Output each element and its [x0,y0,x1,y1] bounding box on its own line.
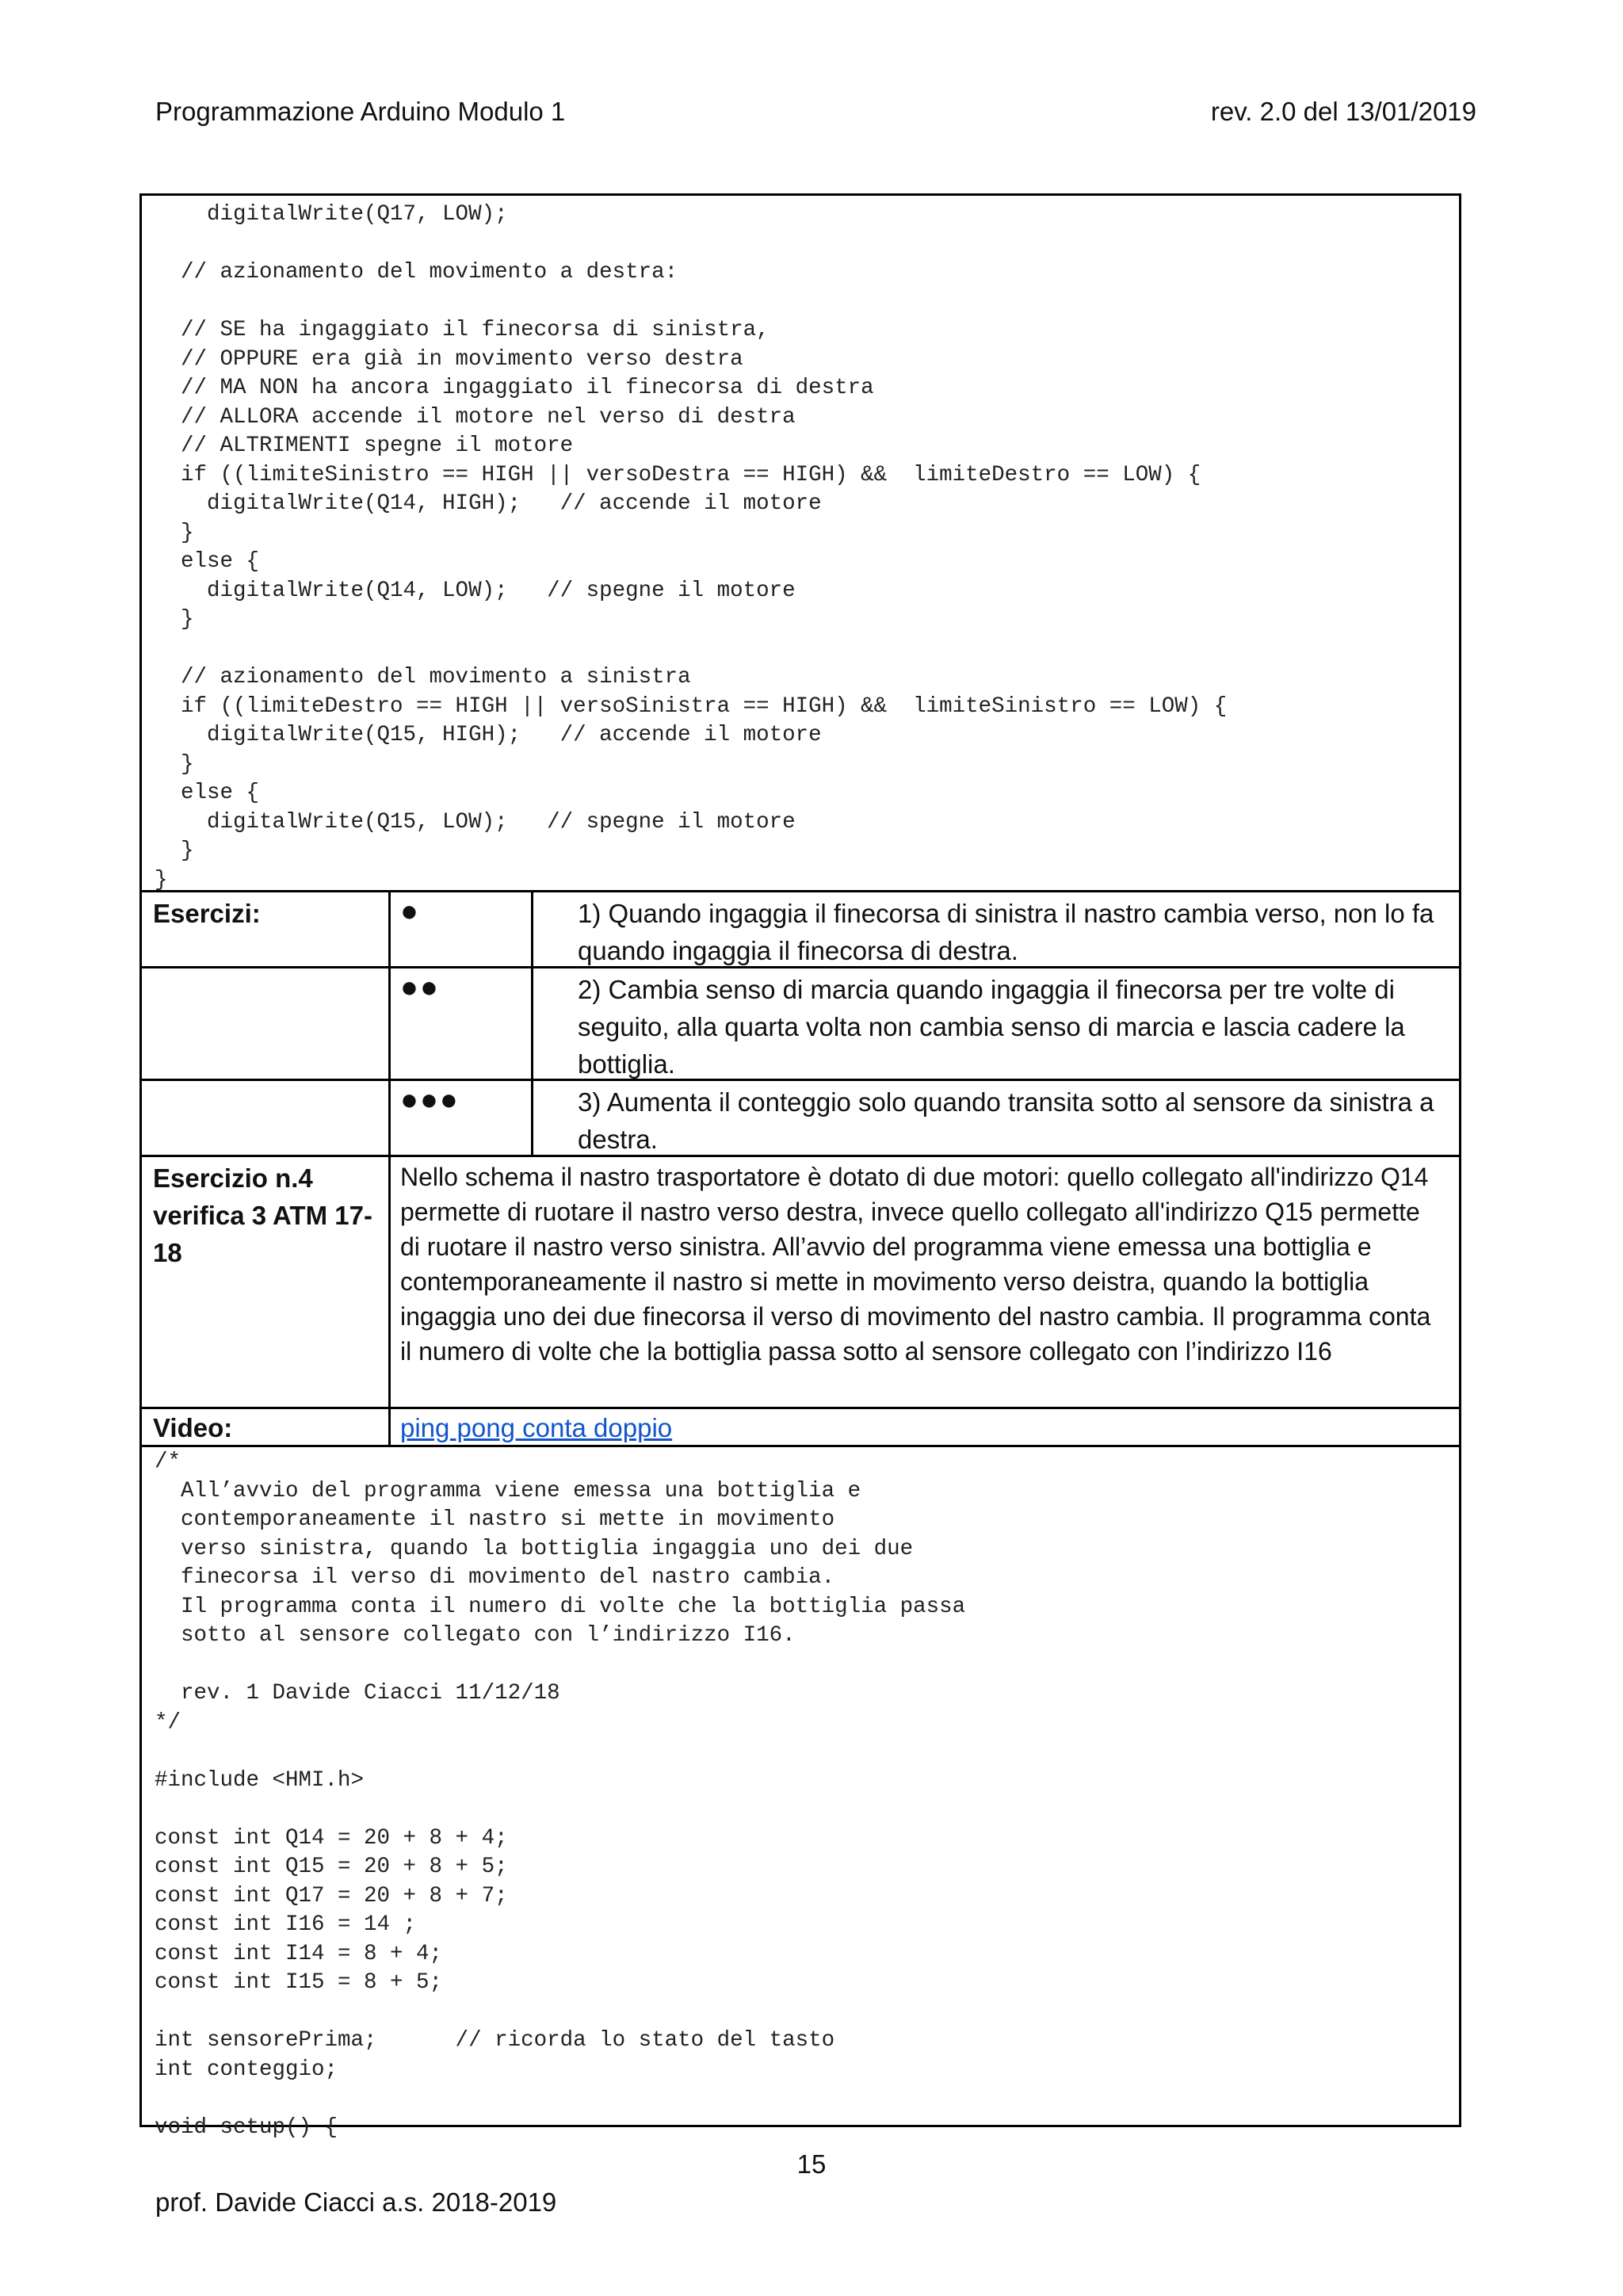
code-block-bottom: /* All’avvio del programma viene emessa una bottiglia e contemporaneamente il nastro si mette in movimento verso sinistra, quando la bottiglia ingaggia uno dei due finecorsa il verso di movimento del nastro cambia. Il programma conta il numero di volte che la bottiglia passa sotto al sensore collegato con l’indirizzo I16. rev. 1 Davide Ciacci 11/12/18 */ #include <HMI.h> const int Q14 = 20 + 8 + 4; const int Q15 = 20 + 8 + 5; const int Q17 = 20 + 8 + 7; const int I16 = 14 ; const int I14 = 8 + 4; const int I15 = 8 + 5; int sensorePrima; // ricorda lo stato del tasto int conteggio; void setup() { [155,1450,966,2140]
exercise-2-text: 2) Cambia senso di marcia quando ingaggia il finecorsa per tre volte di seguito, alla quarta volta non cambia senso di marcia e lascia cadere la bottiglia. [578,975,1405,1079]
row-divider [142,1407,1459,1409]
video-link[interactable]: ping pong conta doppio [400,1413,673,1442]
column-divider [388,890,391,1445]
header-revision: rev. 2.0 del 13/01/2019 [1210,97,1476,126]
header-title: Programmazione Arduino Modulo 1 [155,97,566,126]
exercise-1-text: 1) Quando ingaggia il finecorsa di sinistra il nastro cambia verso, non lo fa quando ingaggia il finecorsa di destra. [578,899,1434,965]
code-block-top: digitalWrite(Q17, LOW); // azionamento del movimento a destra: // SE ha ingaggiato il finecorsa di sinistra, // OPPURE era già in movimento verso destra // MA NON ha ancora ingaggiato il finecorsa di destra // ALLORA accende il motore nel verso di destra // ALTRIMENTI spegne il motore if ((limiteSinistro == HIGH || versoDestra == HIGH) && limiteDestro == LOW) { digitalWrite(Q14, HIGH); // accende il motore } else { digitalWrite(Q14, LOW); // spegne il motore } // azionamento del movimento a sinistra if ((limiteDestro == HIGH || versoSinistra == HIGH) && limiteSinistro == LOW) { digitalWrite(Q15, HIGH); // accende il motore } else { digitalWrite(Q15, LOW); // spegne il motore } } [155,202,1228,892]
difficulty-indicator: ●●● [400,1083,460,1117]
difficulty-indicator: ● [400,895,420,928]
exercises-label: Esercizi: [153,899,261,928]
content-table [139,193,1461,2140]
row-divider [142,890,1459,892]
exercise-4-label: Esercizio n.4 verifica 3 ATM 17-18 [153,1163,372,1267]
page-number: 15 [796,2149,827,2179]
footer-author: prof. Davide Ciacci a.s. 2018-2019 [155,2187,557,2217]
video-label: Video: [153,1413,233,1442]
exercise-3-text: 3) Aumenta il conteggio solo quando transita sotto al sensore da sinistra a destra. [578,1087,1434,1154]
exercise-4-text: Nello schema il nastro trasportatore è dotato di due motori: quello collegato all'indirizzo Q14 permette di ruotare il nastro verso destra, invece quello collegato all'indirizzo Q15 permette di ruotare il nastro verso sinistra. All’avvio del programma viene emessa una bottiglia e contemporaneamente il nastro si mette in movimento verso deistra, quando la bottiglia ingaggia uno dei due finecorsa il verso di movimento del nastro cambia. Il programma conta il numero di volte che la bottiglia passa sotto al sensore collegato con l’indirizzo I16 [400,1163,1431,1366]
difficulty-indicator: ●● [400,971,440,1004]
row-divider [142,1445,1459,1447]
column-divider [531,890,533,1155]
